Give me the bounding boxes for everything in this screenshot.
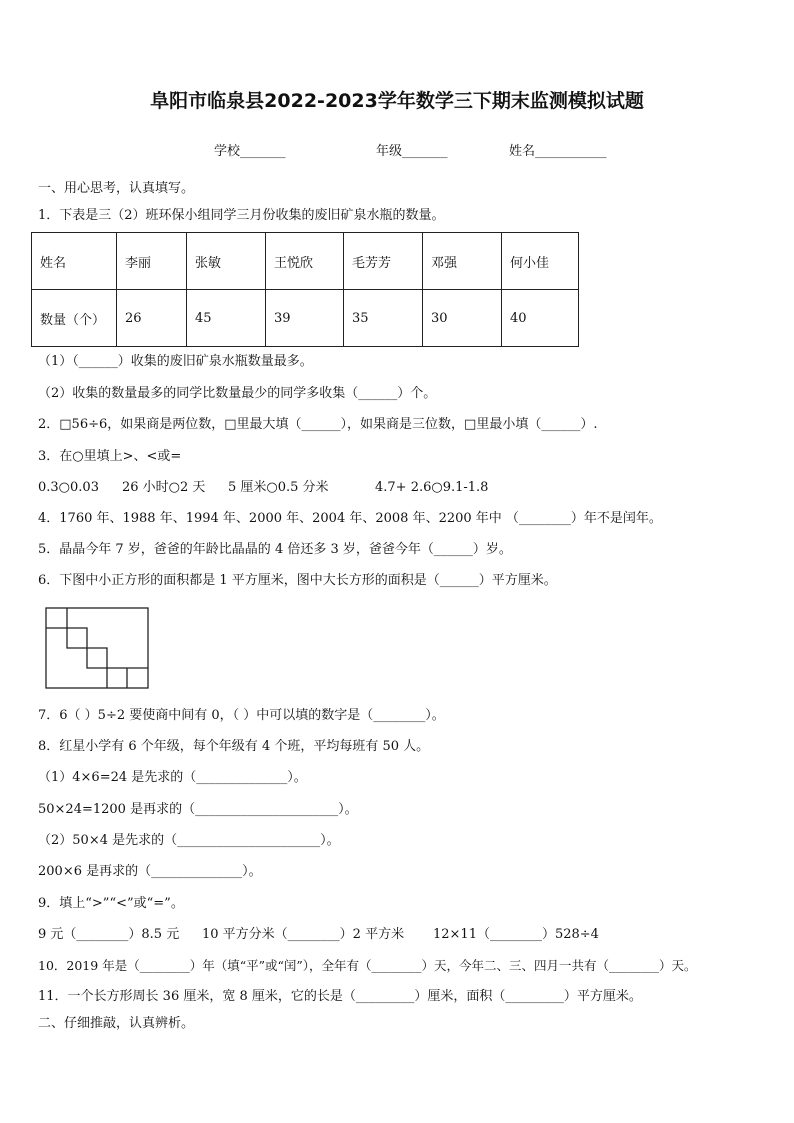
table-row: [32, 233, 579, 290]
table-cell: 45: [187, 290, 266, 347]
question-8-part-2b: 200×6 是再求的（______________）。: [38, 864, 262, 879]
question-10: 10．2019 年是（________）年（填“平”或“闰”），全年有（________）天，今年二、三、四月一共有（________）天。: [38, 958, 697, 973]
table-cell: 30: [423, 290, 502, 347]
name-field[interactable]: 姓名___________: [509, 144, 607, 159]
question-3-item: 0.3○0.03: [38, 480, 99, 495]
question-2: 2．□56÷6，如果商是两位数，□里最大填（______），如果商是三位数，□里最小填（______）.: [38, 417, 598, 432]
table-cell: 毛芳芳: [344, 233, 423, 290]
page-title: 阜阳市临泉县2022-2023学年数学三下期末监测模拟试题: [150, 90, 644, 112]
question-4: 4．1760 年、1988 年、1994 年、2000 年、2004 年、2008 年、2200 年中 （________）年不是闰年。: [38, 511, 662, 526]
staircase-rectangle-figure: [45, 607, 151, 691]
question-8-stem: 8．红星小学有 6 个年级，每个年级有 4 个班，平均每班有 50 人。: [38, 739, 430, 754]
section-1-heading: 一、用心思考，认真填写。: [38, 181, 195, 196]
table-cell: 40: [502, 290, 579, 347]
table-cell: 李丽: [117, 233, 187, 290]
question-9-item: 9 元（________）8.5 元: [38, 927, 180, 942]
question-1-part-2: （2）收集的数量最多的同学比数量最少的同学多收集（______）个。: [38, 386, 437, 401]
table-cell: 35: [344, 290, 423, 347]
section-2-heading: 二、仔细推敲，认真辨析。: [38, 1016, 195, 1031]
table-cell: 39: [266, 290, 344, 347]
question-5: 5．晶晶今年 7 岁，爸爸的年龄比晶晶的 4 倍还多 3 岁，爸爸今年（______）岁。: [38, 542, 512, 557]
table-cell: 王悦欣: [266, 233, 344, 290]
question-9-item: 12×11（________）528÷4: [433, 927, 599, 942]
bottle-count-table: [31, 232, 579, 347]
question-3-item: 4.7+ 2.6○9.1-1.8: [375, 480, 489, 495]
question-3-item: 26 小时○2 天: [122, 480, 206, 495]
table-cell: 何小佳: [502, 233, 579, 290]
question-3-stem: 3．在○里填上>、<或=: [38, 449, 182, 464]
question-6: 6．下图中小正方形的面积都是 1 平方厘米，图中大长方形的面积是（______）平方厘米。: [38, 573, 557, 588]
question-9-item: 10 平方分米（________）2 平方米: [202, 927, 405, 942]
table-cell: 数量（个）: [32, 290, 117, 347]
table-cell: 张敏: [187, 233, 266, 290]
question-8-part-1a: （1）4×6=24 是先求的（______________）。: [38, 770, 307, 785]
grade-field[interactable]: 年级_______: [376, 144, 448, 159]
table-cell: 26: [117, 290, 187, 347]
table-row: [32, 290, 579, 347]
question-8-part-1b: 50×24=1200 是再求的（______________________）。: [38, 802, 358, 817]
question-11: 11．一个长方形周长 36 厘米，宽 8 厘米，它的长是（_________）厘米，面积（_________）平方厘米。: [38, 989, 642, 1004]
school-field[interactable]: 学校_______: [214, 144, 286, 159]
question-8-part-2a: （2）50×4 是先求的（______________________）。: [38, 833, 340, 848]
question-1-stem: 1．下表是三（2）班环保小组同学三月份收集的废旧矿泉水瓶的数量。: [38, 208, 445, 223]
question-1-part-1: （1）（______）收集的废旧矿泉水瓶数量最多。: [38, 354, 313, 369]
table-cell: 姓名: [32, 233, 117, 290]
question-7: 7．6（ ）5÷2 要使商中间有 0，（ ）中可以填的数字是（________）。: [38, 708, 445, 723]
question-9-stem: 9．填上“>”“<”或“=”。: [38, 896, 184, 911]
table-cell: 邓强: [423, 233, 502, 290]
question-3-item: 5 厘米○0.5 分米: [228, 480, 329, 495]
